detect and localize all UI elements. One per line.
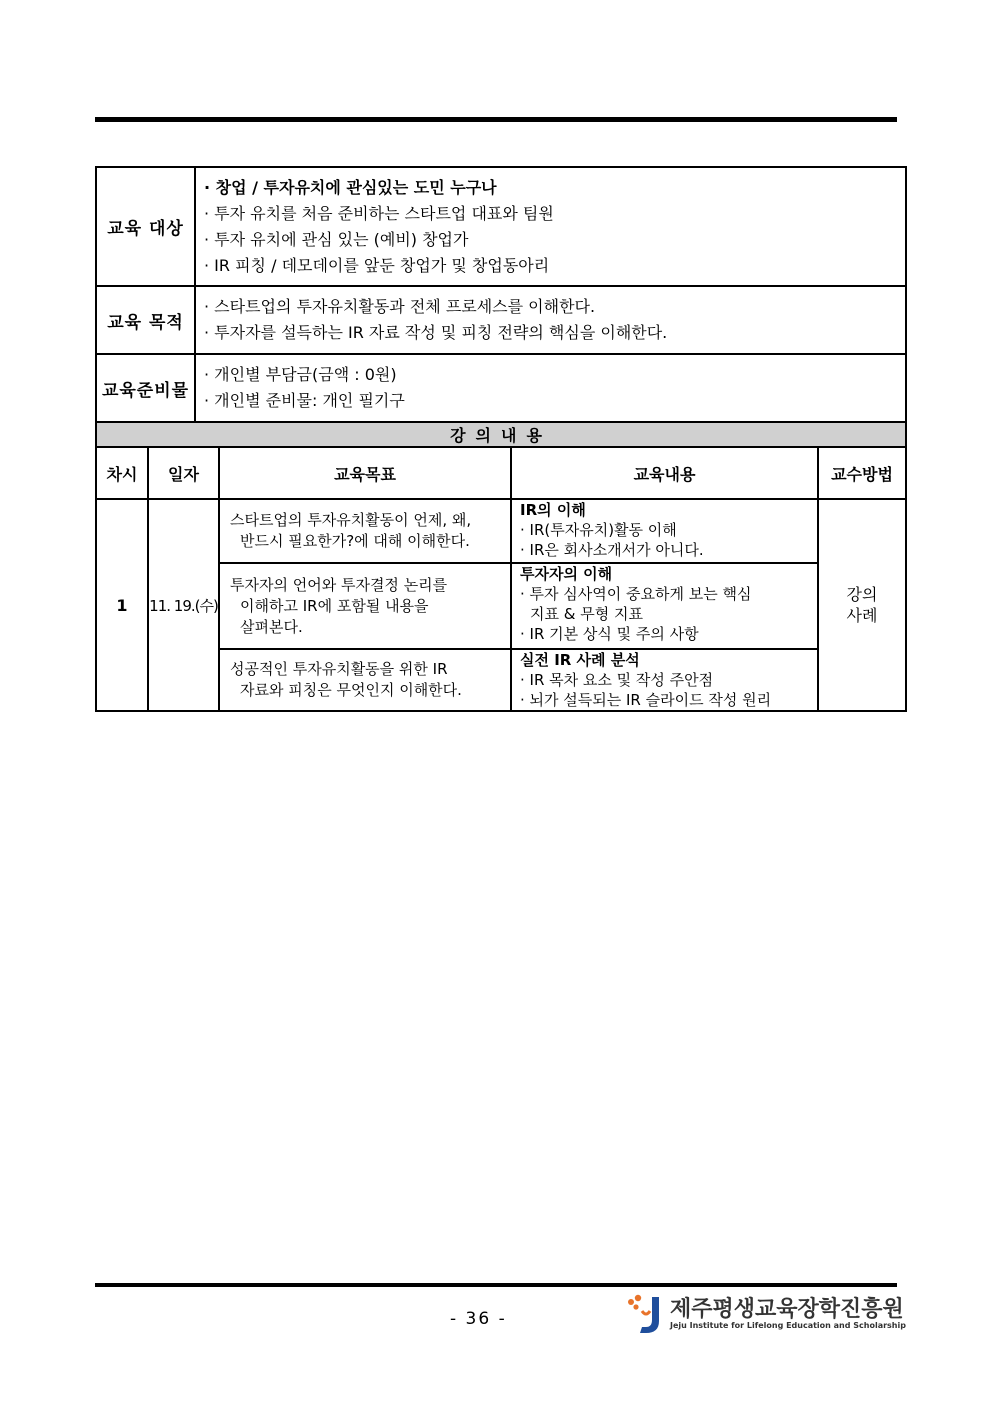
goal-cell (219, 563, 511, 649)
header-content: 교육내용 (511, 447, 818, 499)
lecture-band-row (96, 422, 906, 447)
target-body (195, 167, 906, 286)
org-name: 제주평생교육장학진흥원 (670, 1297, 904, 1322)
goal-line: 자료와 피칭은 무엇인지 이해한다. (240, 681, 462, 699)
footer-rule (95, 1283, 897, 1287)
method-line: 사례 (846, 606, 878, 625)
target-line: · 창업 / 투자유치에 관심있는 도민 누구나 (204, 177, 497, 197)
content-cell (511, 499, 818, 563)
header-method: 교수방법 (818, 447, 906, 499)
content-line: · IR은 회사소개서가 아니다. (520, 541, 704, 559)
header-date: 일자 (148, 447, 219, 499)
header-session: 차시 (96, 447, 148, 499)
prep-line: · 개인별 준비물: 개인 필기구 (204, 391, 405, 410)
session-number: 1 (96, 499, 148, 711)
method-line: 강의 (846, 585, 878, 604)
goal-line: 살펴본다. (240, 617, 303, 636)
method-cell (818, 499, 906, 711)
content-line: · IR 목차 요소 및 작성 주안점 (520, 671, 714, 689)
prep-row (96, 354, 906, 422)
page-number: - 36 - (450, 1309, 507, 1329)
target-line: · 투자 유치를 처음 준비하는 스타트업 대표와 팀원 (204, 203, 554, 223)
content-line: · IR(투자유치)활동 이해 (520, 521, 677, 539)
prep-label: 교육준비물 (96, 354, 195, 422)
content-title: 투자자의 이해 (520, 565, 613, 583)
course-info-table (95, 166, 907, 423)
target-label: 교육 대상 (96, 167, 195, 286)
goal-line: 투자자의 언어와 투자결정 논리를 (230, 575, 448, 594)
goal-cell (219, 649, 511, 711)
lecture-band-title: 강의내용 (96, 422, 906, 447)
schedule-header-row (96, 447, 906, 499)
org-name-en: Jeju Institute for Lifelong Education and Scholarship (670, 1321, 906, 1330)
target-line: · 투자 유치에 관심 있는 (예비) 창업가 (204, 229, 469, 249)
purpose-label: 교육 목적 (96, 286, 195, 354)
target-row (96, 167, 906, 286)
prep-body (195, 354, 906, 422)
content-title: IR의 이해 (520, 501, 586, 519)
content-line: 지표 & 무형 지표 (530, 605, 643, 623)
purpose-row (96, 286, 906, 354)
content-cell (511, 649, 818, 711)
content-title: 실전 IR 사례 분석 (520, 651, 640, 669)
org-logo-icon (626, 1293, 664, 1335)
purpose-line: · 스타트업의 투자유치활동과 전체 프로세스를 이해한다. (204, 297, 596, 316)
goal-line: 이해하고 IR에 포함될 내용을 (240, 596, 429, 615)
table-row (96, 499, 906, 563)
goal-line: 성공적인 투자유치활동을 위한 IR (230, 660, 448, 678)
session-date: 11. 19.(수) (148, 499, 219, 711)
purpose-line: · 투자자를 설득하는 IR 자료 작성 및 피칭 전략의 핵심을 이해한다. (204, 323, 668, 342)
content-line: · IR 기본 상식 및 주의 사항 (520, 625, 699, 643)
target-line: · IR 피칭 / 데모데이를 앞둔 창업가 및 창업동아리 (204, 255, 550, 275)
lecture-schedule-table (95, 421, 907, 712)
goal-line: 반드시 필요한가?에 대해 이해한다. (240, 532, 470, 550)
org-logo (626, 1291, 906, 1337)
goal-line: 스타트업의 투자유치활동이 언제, 왜, (230, 511, 472, 529)
header-rule (95, 117, 897, 122)
content-line: · 투자 심사역이 중요하게 보는 핵심 (520, 585, 752, 603)
purpose-body (195, 286, 906, 354)
content-line: · 뇌가 설득되는 IR 슬라이드 작성 원리 (520, 691, 772, 709)
content-cell (511, 563, 818, 649)
goal-cell (219, 499, 511, 563)
header-goal: 교육목표 (219, 447, 511, 499)
prep-line: · 개인별 부담금(금액 : 0원) (204, 365, 397, 384)
